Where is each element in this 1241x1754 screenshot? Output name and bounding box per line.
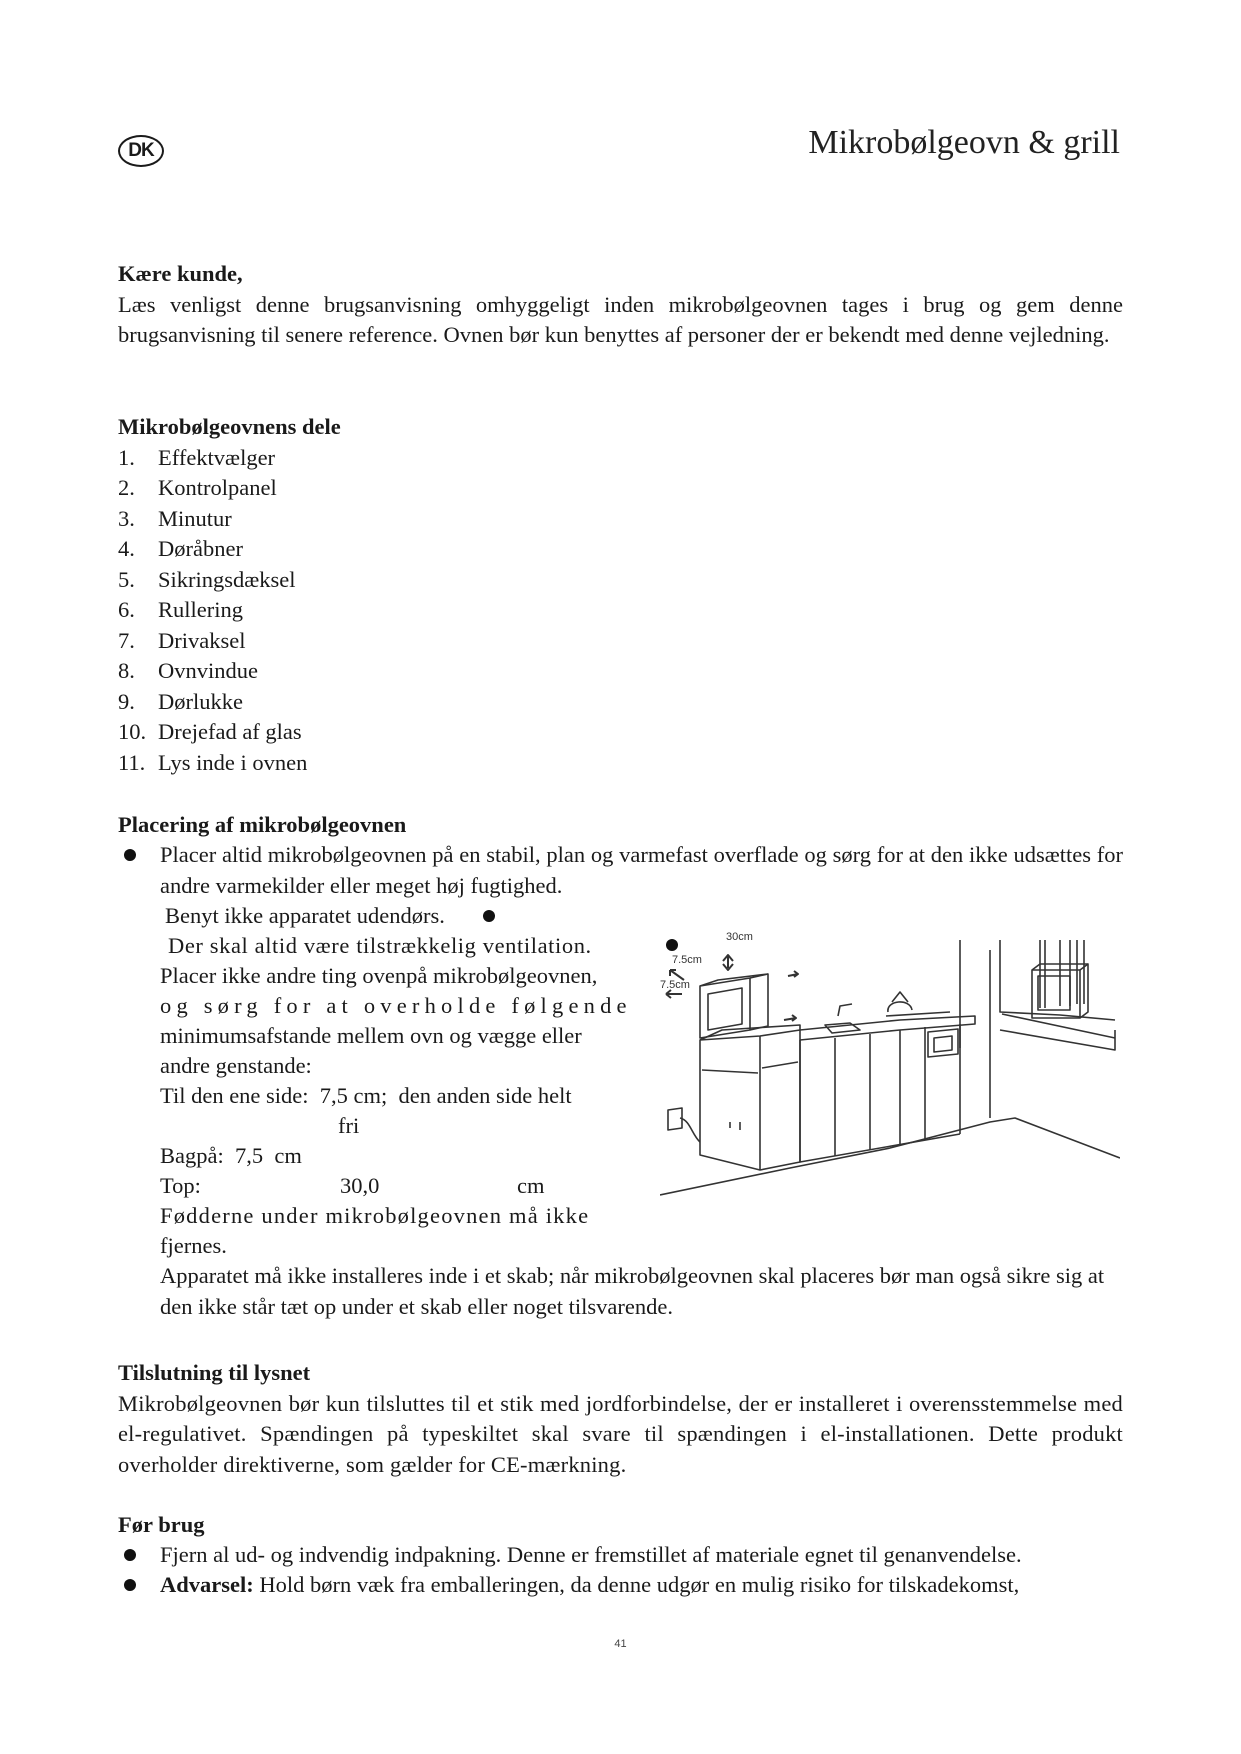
top-distance-label: 30cm (726, 931, 753, 943)
bullet-icon (124, 1549, 136, 1561)
connection-text: Mikrobølgeovnen bør kun tilsluttes til et stik med jordforbindelse, der er installeret i overensstemmelse med el-regulativet. Spændingen på typeskiltet skal svare til spændingen i el-installationen. Dette produkt overholder direktiverne, som gælder for CE-mærkning. (118, 1390, 1123, 1477)
bullet-icon (483, 910, 495, 922)
list-item: 1. Effektvælger (118, 444, 276, 470)
back-distance: Bagpå: 7,5 cm (160, 1143, 302, 1168)
placement-heading: Placering af mikrobølgeovnen (118, 812, 407, 837)
list-item: 10. Drejefad af glas (118, 719, 302, 744)
intro-section (118, 259, 1123, 351)
warning-label: Advarsel: (160, 1572, 254, 1597)
placement-line-1: Placer ikke andre ting ovenpå mikrobølgeovnen, (160, 963, 598, 988)
side-distance-label: 7.5cm (672, 954, 702, 966)
parts-list (118, 443, 1123, 779)
side-distance: Til den ene side: 7,5 cm; den anden side helt (160, 1083, 572, 1108)
bullet-icon (124, 1579, 136, 1591)
list-item: 11. Lys inde i ovnen (118, 749, 308, 775)
list-item: 6. Rullering (118, 597, 243, 622)
list-item: 3. Minutur (118, 505, 232, 531)
page-number: 41 (614, 1638, 627, 1650)
top-distance-unit: cm (517, 1173, 545, 1198)
placement-line-4: andre genstande: (160, 1053, 312, 1078)
top-distance-value: 30,0 (340, 1173, 380, 1198)
feet-note-2: fjernes. (160, 1233, 227, 1258)
cabinet-note: Apparatet må ikke installeres inde i et skab; når mikrobølgeovnen skal placeres bør man også sikre sig at den ikke står tæt op under et skab eller noget tilsvarende. (160, 1263, 1105, 1319)
intro-heading: Kære kunde, (118, 261, 243, 286)
outdoor-warning: Benyt ikke apparatet udendørs. (165, 903, 445, 928)
parts-section (118, 412, 1123, 778)
list-item: 7. Drivaksel (118, 627, 246, 653)
placement-bullet-1: Placer altid mikrobølgeovnen på en stabil, plan og varmefast overflade og sørg for at den ikke udsættes for andre varmekilder eller meget høj fugtighed. (160, 842, 1123, 898)
bullet-icon (124, 849, 136, 861)
before-use-bullet-1: Fjern al ud- og indvendig indpakning. Denne er fremstillet af materiale egnet til genanvendelse. (160, 1542, 1022, 1567)
feet-note-1: Fødderne under mikrobølgeovnen må ikke (160, 1203, 590, 1228)
connection-heading: Tilslutning til lysnet (118, 1360, 311, 1385)
parts-heading: Mikrobølgeovnens dele (118, 414, 341, 439)
list-item: 2. Kontrolpanel (118, 475, 277, 500)
list-item: 9. Dørlukke (118, 688, 243, 714)
page-title: Mikrobølgeovn & grill (808, 124, 1120, 161)
list-item: 5. Sikringsdæksel (118, 566, 296, 592)
before-use-bullet-2 (160, 1570, 1019, 1601)
kitchen-placement-illustration (660, 930, 1120, 1200)
side-distance-free: fri (338, 1113, 360, 1138)
placement-line-2: og sørg for at overholde følgende (160, 993, 632, 1018)
top-distance-label: Top: (160, 1173, 201, 1198)
back-distance-label: 7.5cm (660, 979, 690, 991)
connection-section (118, 1358, 1123, 1480)
country-badge-dk: DK (118, 135, 164, 167)
intro-text: Læs venligst denne brugsanvisning omhyggeligt inden mikrobølgeovnen tages i brug og gem denne brugsanvisning til senere reference. Ovnen bør kun benyttes af personer der er bekendt med denne vejledning. (118, 291, 1123, 347)
warning-text: Hold børn væk fra emballeringen, da denne udgør en mulig risiko for tilskadekomst, (253, 1572, 1020, 1597)
placement-line-3: minimumsafstande mellem ovn og vægge eller (160, 1023, 582, 1048)
ventilation-note: Der skal altid være tilstrækkelig ventilation. (168, 933, 592, 958)
before-use-heading: Før brug (118, 1512, 205, 1537)
list-item: 4. Døråbner (118, 536, 243, 561)
list-item: 8. Ovnvindue (118, 658, 258, 683)
